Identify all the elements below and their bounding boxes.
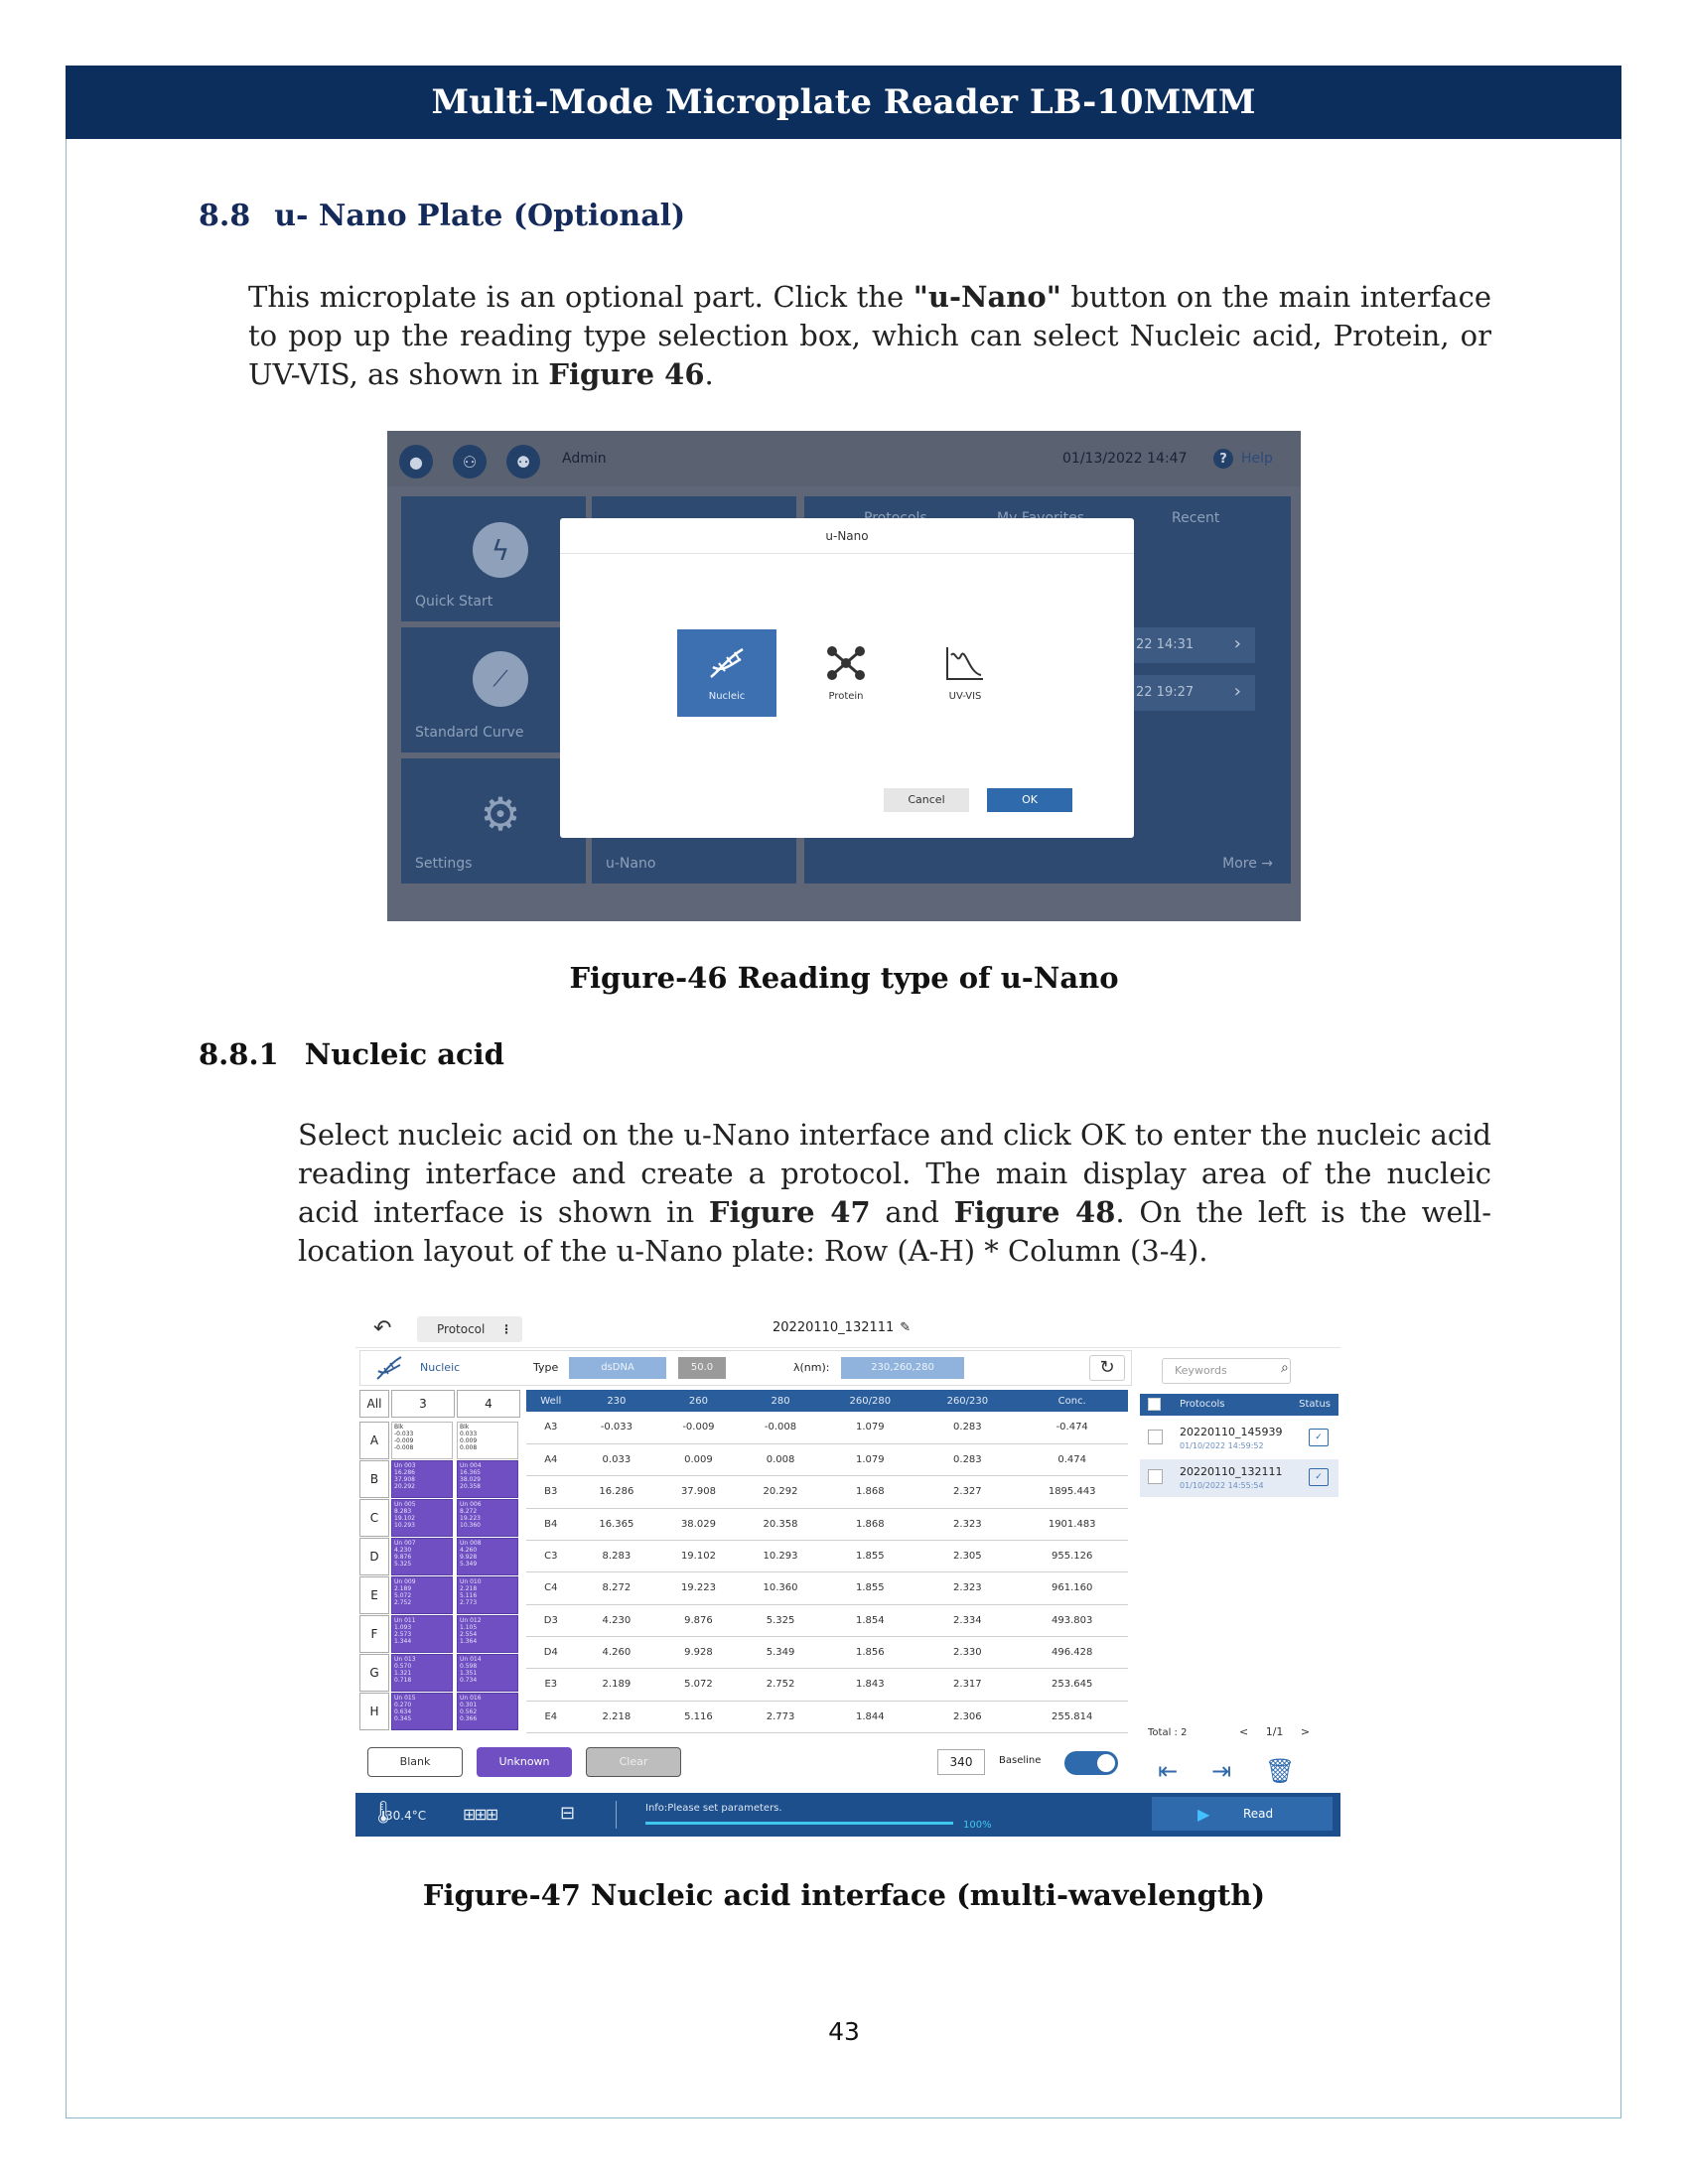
- search-icon[interactable]: ⌕: [1281, 1360, 1289, 1376]
- table-cell: 2.189: [576, 1669, 658, 1701]
- plate-well[interactable]: Un 014 0.598 1.351 0.734: [457, 1654, 518, 1692]
- plate-column-3[interactable]: 3: [391, 1390, 455, 1418]
- protocol-list-header: [1140, 1394, 1338, 1416]
- protocol-name-text: 20220110_132111: [773, 1320, 895, 1335]
- table-cell: 20.358: [740, 1508, 822, 1540]
- table-cell: 0.033: [576, 1443, 658, 1475]
- table-cell: E4: [526, 1701, 576, 1732]
- table-cell: 8.283: [576, 1540, 658, 1571]
- table-cell: 0.009: [657, 1443, 740, 1475]
- table-cell: 255.814: [1016, 1701, 1128, 1732]
- spectrum-icon: [938, 639, 992, 687]
- progress-percent: 100%: [963, 1820, 992, 1831]
- plate-well[interactable]: Un 008 4.260 9.928 5.349: [457, 1538, 518, 1575]
- table-cell: 20.292: [740, 1476, 822, 1508]
- plate-well[interactable]: Un 006 8.272 19.223 10.360: [457, 1499, 518, 1537]
- table-row[interactable]: [526, 1443, 1128, 1475]
- table-cell: C3: [526, 1540, 576, 1571]
- column-header: 260: [657, 1390, 740, 1412]
- unano-label: u-Nano: [606, 856, 656, 872]
- status-check-icon: ✓: [1309, 1429, 1329, 1446]
- cancel-button[interactable]: Cancel: [884, 788, 969, 812]
- wavelength-label: λ(nm):: [793, 1361, 830, 1374]
- info-message: Info:Please set parameters.: [645, 1803, 782, 1814]
- table-cell: 1.844: [821, 1701, 918, 1732]
- status-column-label: Status: [1299, 1399, 1331, 1410]
- mode-label: Nucleic: [420, 1361, 461, 1374]
- table-cell: C4: [526, 1572, 576, 1604]
- type-select[interactable]: dsDNA: [569, 1357, 666, 1379]
- plate-well[interactable]: Un 003 16.286 37.908 20.292: [391, 1460, 453, 1498]
- plate-well[interactable]: Un 012 1.105 2.554 1.364: [457, 1615, 518, 1653]
- plate-well[interactable]: Blk -0.033 -0.009 -0.008: [391, 1422, 453, 1459]
- divider: [616, 1801, 617, 1829]
- table-cell: 955.126: [1016, 1540, 1128, 1571]
- table-cell: 19.102: [657, 1540, 740, 1571]
- table-cell: 2.327: [918, 1476, 1016, 1508]
- option-uv-vis[interactable]: [915, 629, 1015, 717]
- table-cell: A4: [526, 1443, 576, 1475]
- table-row[interactable]: [526, 1701, 1128, 1732]
- table-cell: 2.317: [918, 1669, 1016, 1701]
- plate-select-all[interactable]: All: [359, 1390, 389, 1418]
- protocol-menu-button[interactable]: [417, 1316, 522, 1342]
- protocol-toolbar: [355, 1310, 1340, 1348]
- figure-46-screenshot: [387, 431, 1301, 921]
- table-cell: D4: [526, 1636, 576, 1668]
- blank-button[interactable]: Blank: [367, 1747, 463, 1777]
- lightning-icon: ϟ: [473, 522, 528, 578]
- table-cell: B4: [526, 1508, 576, 1540]
- table-cell: -0.474: [1016, 1412, 1128, 1443]
- nucleic-paragraph: [298, 1116, 1491, 1271]
- table-row[interactable]: [526, 1669, 1128, 1701]
- plate-grid-icon[interactable]: ⊞⊞⊞: [463, 1805, 497, 1824]
- keywords-search-input[interactable]: Keywords: [1162, 1358, 1291, 1384]
- plate-row-label[interactable]: A: [359, 1422, 389, 1459]
- trash-icon[interactable]: 🗑: [1265, 1757, 1296, 1785]
- ok-button[interactable]: OK: [987, 788, 1072, 812]
- column-header: Well: [526, 1390, 576, 1412]
- table-row[interactable]: [526, 1412, 1128, 1443]
- results-table-body: [526, 1412, 1128, 1733]
- item-checkbox[interactable]: [1148, 1469, 1163, 1484]
- read-button[interactable]: [1152, 1797, 1333, 1831]
- quick-start-tile[interactable]: [401, 496, 586, 621]
- datetime: 01/13/2022 14:47: [1062, 451, 1188, 467]
- back-arrow-icon[interactable]: ↶: [373, 1316, 392, 1341]
- column-header: 280: [740, 1390, 822, 1412]
- refresh-icon: ↻: [1099, 1357, 1115, 1378]
- results-table-header: [526, 1390, 1128, 1412]
- table-cell: 5.072: [657, 1669, 740, 1701]
- import-icon[interactable]: ⇤: [1158, 1757, 1179, 1785]
- option-uv-vis-label: UV-VIS: [948, 691, 982, 702]
- protocols-column-label: Protocols: [1180, 1399, 1225, 1410]
- tab-recent[interactable]: Recent: [1172, 510, 1220, 526]
- option-nucleic[interactable]: [677, 629, 776, 717]
- well-plate: [359, 1390, 520, 1733]
- table-cell: 2.323: [918, 1572, 1016, 1604]
- option-protein-label: Protein: [828, 691, 864, 702]
- section-title: u- Nano Plate (Optional): [274, 199, 686, 233]
- table-cell: 2.218: [576, 1701, 658, 1732]
- table-cell: 0.474: [1016, 1443, 1128, 1475]
- table-cell: 961.160: [1016, 1572, 1128, 1604]
- table-cell: 2.773: [740, 1701, 822, 1732]
- table-cell: 19.223: [657, 1572, 740, 1604]
- user-settings-icon[interactable]: ⚉: [506, 445, 540, 478]
- unano-dialog: [560, 518, 1134, 838]
- table-cell: 9.928: [657, 1636, 740, 1668]
- table-cell: 1.856: [821, 1636, 918, 1668]
- subsection-title: Nucleic acid: [304, 1037, 504, 1071]
- table-cell: 0.283: [918, 1412, 1016, 1443]
- curve-chart-icon: ⟋: [473, 651, 528, 707]
- chevron-right-icon: ›: [1233, 681, 1241, 702]
- protocol-item-name: 20220110_132111: [1180, 1465, 1283, 1478]
- recent-row-1[interactable]: [1122, 627, 1255, 663]
- para2-figure-ref-47: Figure 47: [708, 1195, 871, 1229]
- pagination[interactable]: < 1/1 >: [1239, 1725, 1311, 1738]
- table-cell: 2.323: [918, 1508, 1016, 1540]
- plate-well[interactable]: Un 010 2.218 5.116 2.773: [457, 1576, 518, 1614]
- para1-figure-ref: Figure 46: [548, 357, 705, 391]
- type-factor-field[interactable]: 50.0: [678, 1357, 726, 1379]
- plate-well[interactable]: Un 013 0.570 1.321 0.718: [391, 1654, 453, 1692]
- figure-46-caption: Figure-46 Reading type of u-Nano: [569, 961, 1119, 995]
- refresh-button[interactable]: [1089, 1355, 1125, 1381]
- table-cell: 0.283: [918, 1443, 1016, 1475]
- plate-well[interactable]: Blk 0.033 0.009 0.008: [457, 1422, 518, 1459]
- standard-curve-tile[interactable]: [401, 627, 586, 752]
- plate-row-label[interactable]: D: [359, 1538, 389, 1575]
- user-group-icon[interactable]: ⚇: [453, 445, 487, 478]
- table-cell: 16.286: [576, 1476, 658, 1508]
- table-cell: 4.260: [576, 1636, 658, 1668]
- column-header: 230: [576, 1390, 658, 1412]
- table-cell: 4.230: [576, 1604, 658, 1636]
- column-header: Conc.: [1016, 1390, 1128, 1412]
- table-cell: 1.079: [821, 1443, 918, 1475]
- table-cell: 1.868: [821, 1476, 918, 1508]
- table-row[interactable]: [526, 1572, 1128, 1604]
- subsection-heading: [199, 1037, 504, 1071]
- table-cell: 1.843: [821, 1669, 918, 1701]
- para1-text-2: button on the main interface to pop up the reading type selection box, which can select Nucleic acid, Protein, or UV-VIS, as shown in: [248, 280, 1491, 391]
- para2-figure-ref-48: Figure 48: [953, 1195, 1116, 1229]
- subsection-number: 8.8.1: [199, 1037, 279, 1071]
- plate-well[interactable]: Un 011 1.093 2.573 1.344: [391, 1615, 453, 1653]
- parameter-bar: [359, 1350, 1132, 1386]
- option-nucleic-label: Nucleic: [708, 691, 746, 702]
- plate-well[interactable]: Un 009 2.189 5.072 2.752: [391, 1576, 453, 1614]
- plate-row-label[interactable]: C: [359, 1499, 389, 1537]
- kebab-menu-icon: ⋮: [500, 1322, 512, 1336]
- select-all-checkbox[interactable]: [1148, 1398, 1161, 1411]
- table-cell: 1.855: [821, 1540, 918, 1571]
- status-bar: [355, 1793, 1340, 1837]
- section-heading: [199, 199, 685, 233]
- settings-tile[interactable]: [401, 758, 586, 884]
- table-cell: 2.330: [918, 1636, 1016, 1668]
- help-link[interactable]: Help: [1241, 451, 1273, 467]
- help-icon[interactable]: ?: [1213, 449, 1233, 469]
- recent-row-2-label: 22 19:27: [1136, 685, 1195, 700]
- user-name: Admin: [562, 451, 607, 467]
- table-cell: 1.868: [821, 1508, 918, 1540]
- table-cell: 253.645: [1016, 1669, 1128, 1701]
- intro-paragraph: [248, 278, 1491, 394]
- read-button-label: Read: [1243, 1807, 1274, 1821]
- gear-icon: ⚙: [480, 787, 521, 841]
- molecule-icon: [819, 639, 873, 687]
- baseline-toggle[interactable]: [1064, 1751, 1118, 1775]
- table-cell: 16.365: [576, 1508, 658, 1540]
- page-number: 43: [828, 2017, 860, 2046]
- table-cell: 10.293: [740, 1540, 822, 1571]
- table-cell: 1.855: [821, 1572, 918, 1604]
- table-cell: 1.854: [821, 1604, 918, 1636]
- para2-text-3: . On the left is the well-location layout of the u-Nano plate: Row (A-H) * Column (3-4).: [298, 1195, 1492, 1268]
- plate-well[interactable]: Un 007 4.230 9.876 5.325: [391, 1538, 453, 1575]
- table-cell: 5.116: [657, 1701, 740, 1732]
- plate-well[interactable]: Un 005 8.283 19.102 10.293: [391, 1499, 453, 1537]
- plate-eject-icon[interactable]: ⊟: [560, 1803, 576, 1824]
- table-cell: 1901.483: [1016, 1508, 1128, 1540]
- table-cell: 1.079: [821, 1412, 918, 1443]
- column-header: 260/280: [821, 1390, 918, 1412]
- user-icon[interactable]: ●: [399, 445, 433, 478]
- protocol-menu-label: Protocol: [437, 1322, 486, 1336]
- plate-well[interactable]: Un 004 16.365 38.029 20.358: [457, 1460, 518, 1498]
- table-cell: 38.029: [657, 1508, 740, 1540]
- baseline-wavelength-field[interactable]: 340: [937, 1749, 985, 1775]
- plate-well[interactable]: Un 015 0.270 0.634 0.345: [391, 1693, 453, 1730]
- dna-icon: [374, 1353, 404, 1383]
- well-type-bar: [359, 1743, 1132, 1783]
- baseline-label: Baseline: [999, 1755, 1042, 1766]
- dialog-title: u-Nano: [560, 518, 1134, 554]
- table-cell: 1895.443: [1016, 1476, 1128, 1508]
- recent-row-1-label: 22 14:31: [1136, 637, 1195, 652]
- table-cell: 2.306: [918, 1701, 1016, 1732]
- thermometer-icon: 🌡: [369, 1801, 397, 1826]
- table-cell: 5.325: [740, 1604, 822, 1636]
- column-header: 260/230: [918, 1390, 1016, 1412]
- table-cell: -0.033: [576, 1412, 658, 1443]
- protocol-name[interactable]: [773, 1320, 911, 1335]
- table-row[interactable]: [526, 1604, 1128, 1636]
- edit-pencil-icon: ✎: [900, 1320, 912, 1335]
- quick-start-label: Quick Start: [415, 594, 493, 610]
- table-row[interactable]: [526, 1540, 1128, 1571]
- progress-bar: [645, 1822, 953, 1825]
- dna-icon: [700, 639, 754, 687]
- table-cell: E3: [526, 1669, 576, 1701]
- protocol-item-date: 01/10/2022 14:59:52: [1180, 1441, 1264, 1450]
- table-cell: 8.272: [576, 1572, 658, 1604]
- more-link[interactable]: More →: [1222, 856, 1273, 872]
- type-label: Type: [533, 1361, 559, 1374]
- para2-text-2: and: [870, 1195, 954, 1229]
- wavelength-select[interactable]: 230,260,280: [841, 1357, 964, 1379]
- table-cell: 5.349: [740, 1636, 822, 1668]
- plate-well[interactable]: Un 016 0.301 0.562 0.366: [457, 1693, 518, 1730]
- para2-text-1: Select nucleic acid on the u-Nano interface and click OK to enter the nucleic acid reading interface and create a protocol. The main display area of the nucleic acid interface is shown in: [298, 1118, 1491, 1229]
- play-icon: ▶: [1197, 1805, 1210, 1824]
- para1-text-3: .: [704, 357, 714, 391]
- figure-47-caption: Figure-47 Nucleic acid interface (multi-wavelength): [422, 1878, 1266, 1912]
- plate-row-label[interactable]: H: [359, 1693, 389, 1730]
- table-cell: B3: [526, 1476, 576, 1508]
- clear-button[interactable]: Clear: [586, 1747, 681, 1777]
- toggle-knob: [1097, 1754, 1115, 1772]
- protocol-item-name: 20220110_145939: [1180, 1426, 1283, 1438]
- standard-curve-label: Standard Curve: [415, 725, 524, 741]
- recent-row-2[interactable]: [1122, 675, 1255, 711]
- plate-row-label[interactable]: B: [359, 1460, 389, 1498]
- page-header: Multi-Mode Microplate Reader LB-10MMM: [66, 66, 1621, 139]
- table-cell: 2.752: [740, 1669, 822, 1701]
- option-protein[interactable]: [796, 629, 896, 717]
- table-cell: 2.334: [918, 1604, 1016, 1636]
- top-bar: [387, 431, 1301, 486]
- table-cell: A3: [526, 1412, 576, 1443]
- settings-label: Settings: [415, 856, 473, 872]
- plate-column-4[interactable]: 4: [457, 1390, 520, 1418]
- protocol-list-item[interactable]: [1140, 1459, 1338, 1497]
- table-cell: 493.803: [1016, 1604, 1128, 1636]
- table-cell: 9.876: [657, 1604, 740, 1636]
- table-cell: 10.360: [740, 1572, 822, 1604]
- table-cell: 37.908: [657, 1476, 740, 1508]
- table-cell: 2.305: [918, 1540, 1016, 1571]
- para1-bold-1: "u-Nano": [913, 280, 1061, 314]
- table-row[interactable]: [526, 1476, 1128, 1508]
- table-cell: 496.428: [1016, 1636, 1128, 1668]
- chevron-right-icon: ›: [1233, 633, 1241, 654]
- results-table: [526, 1390, 1128, 1733]
- plate-row-label[interactable]: F: [359, 1615, 389, 1653]
- protocol-item-date: 01/10/2022 14:55:54: [1180, 1481, 1264, 1490]
- export-icon[interactable]: ⇥: [1211, 1757, 1232, 1785]
- section-number: 8.8: [199, 199, 251, 233]
- plate-row-label[interactable]: G: [359, 1654, 389, 1692]
- table-cell: 0.008: [740, 1443, 822, 1475]
- protocol-list-item[interactable]: [1140, 1420, 1338, 1457]
- para1-text-1: This microplate is an optional part. Click the: [248, 280, 914, 314]
- table-cell: -0.009: [657, 1412, 740, 1443]
- figure-47-screenshot: [355, 1310, 1340, 1837]
- unknown-button[interactable]: Unknown: [477, 1747, 572, 1777]
- temperature-readout: 30.4°C: [385, 1809, 427, 1823]
- total-count: Total : 2: [1148, 1727, 1188, 1738]
- table-cell: D3: [526, 1604, 576, 1636]
- item-checkbox[interactable]: [1148, 1430, 1163, 1444]
- table-row[interactable]: [526, 1636, 1128, 1668]
- status-check-icon: ✓: [1309, 1468, 1329, 1486]
- plate-row-label[interactable]: E: [359, 1576, 389, 1614]
- table-cell: -0.008: [740, 1412, 822, 1443]
- table-row[interactable]: [526, 1508, 1128, 1540]
